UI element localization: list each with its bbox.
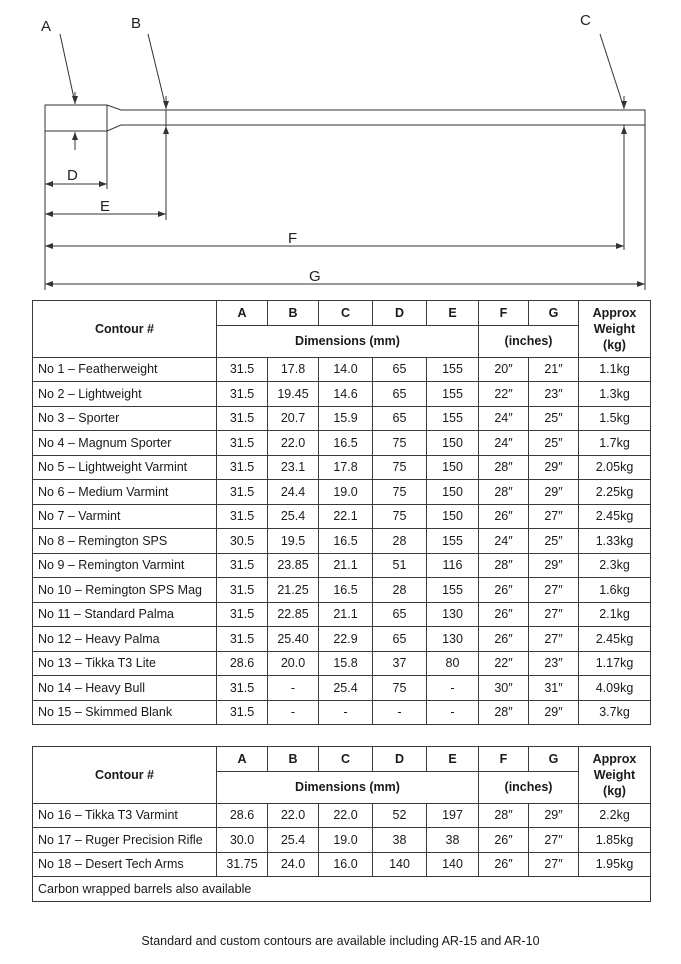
header-a: A <box>217 301 268 326</box>
label-g: G <box>309 268 321 285</box>
label-c: C <box>580 12 591 29</box>
header-f: F <box>479 747 529 772</box>
value-cell: 26″ <box>479 852 529 877</box>
label-d: D <box>67 167 78 184</box>
value-cell: 30″ <box>479 676 529 701</box>
value-cell: 29″ <box>529 455 579 480</box>
value-cell: 27″ <box>529 852 579 877</box>
footer-note: Standard and custom contours are available including AR-15 and AR-10 <box>141 934 540 948</box>
value-cell: 26″ <box>479 602 529 627</box>
value-cell: 31.5 <box>217 431 268 456</box>
value-cell: 25.4 <box>268 504 319 529</box>
table-row <box>33 382 651 407</box>
contour-name-cell: No 9 – Remington Varmint <box>33 553 217 578</box>
contour-table-main <box>32 300 651 725</box>
header-contour: Contour # <box>33 747 217 804</box>
header-c: C <box>319 747 373 772</box>
header-inches: (inches) <box>479 325 579 357</box>
value-cell: 29″ <box>529 803 579 828</box>
value-cell: 25″ <box>529 406 579 431</box>
value-cell: 1.7kg <box>579 431 651 456</box>
contour-table-additional <box>32 746 651 902</box>
value-cell: 65 <box>373 382 427 407</box>
value-cell: 23″ <box>529 651 579 676</box>
value-cell: 65 <box>373 406 427 431</box>
value-cell: 20.7 <box>268 406 319 431</box>
leader-c <box>600 34 624 108</box>
header-weight: Approx Weight (kg) <box>579 301 651 358</box>
value-cell: 31.5 <box>217 627 268 652</box>
value-cell: 22″ <box>479 382 529 407</box>
header-c: C <box>319 301 373 326</box>
contour-name-cell: No 1 – Featherweight <box>33 357 217 382</box>
value-cell: 3.7kg <box>579 700 651 725</box>
value-cell: - <box>319 700 373 725</box>
value-cell: 1.1kg <box>579 357 651 382</box>
value-cell: 17.8 <box>319 455 373 480</box>
value-cell: 25.40 <box>268 627 319 652</box>
header-b: B <box>268 301 319 326</box>
contour-name-cell: No 17 – Ruger Precision Rifle <box>33 828 217 853</box>
value-cell: 24.0 <box>268 852 319 877</box>
value-cell: 37 <box>373 651 427 676</box>
value-cell: 31.5 <box>217 382 268 407</box>
value-cell: 28.6 <box>217 803 268 828</box>
value-cell: 31.75 <box>217 852 268 877</box>
value-cell: 31.5 <box>217 553 268 578</box>
contour-name-cell: No 15 – Skimmed Blank <box>33 700 217 725</box>
value-cell: 65 <box>373 602 427 627</box>
value-cell: 20.0 <box>268 651 319 676</box>
value-cell: 26″ <box>479 828 529 853</box>
value-cell: 30.5 <box>217 529 268 554</box>
value-cell: 31.5 <box>217 406 268 431</box>
value-cell: 31.5 <box>217 455 268 480</box>
header-contour: Contour # <box>33 301 217 358</box>
value-cell: 17.8 <box>268 357 319 382</box>
value-cell: 150 <box>427 480 479 505</box>
value-cell: 116 <box>427 553 479 578</box>
value-cell: 15.8 <box>319 651 373 676</box>
value-cell: 2.25kg <box>579 480 651 505</box>
value-cell: 19.0 <box>319 480 373 505</box>
value-cell: 23.85 <box>268 553 319 578</box>
value-cell: 20″ <box>479 357 529 382</box>
value-cell: 24″ <box>479 406 529 431</box>
value-cell: 16.5 <box>319 431 373 456</box>
label-e: E <box>100 198 111 215</box>
table-row <box>33 828 651 853</box>
value-cell: 75 <box>373 480 427 505</box>
table-row <box>33 651 651 676</box>
value-cell: 65 <box>373 357 427 382</box>
value-cell: 155 <box>427 406 479 431</box>
value-cell: 150 <box>427 455 479 480</box>
table-row <box>33 406 651 431</box>
header-dimensions-mm: Dimensions (mm) <box>217 325 479 357</box>
value-cell: 14.6 <box>319 382 373 407</box>
value-cell: 27″ <box>529 602 579 627</box>
value-cell: 2.45kg <box>579 504 651 529</box>
leader-b <box>148 34 166 108</box>
value-cell: 22.0 <box>268 431 319 456</box>
value-cell: 2.3kg <box>579 553 651 578</box>
value-cell: 31.5 <box>217 602 268 627</box>
value-cell: 4.09kg <box>579 676 651 701</box>
value-cell: 75 <box>373 431 427 456</box>
value-cell: 27″ <box>529 828 579 853</box>
header-g: G <box>529 747 579 772</box>
value-cell: 197 <box>427 803 479 828</box>
contour-name-cell: No 6 – Medium Varmint <box>33 480 217 505</box>
value-cell: 150 <box>427 431 479 456</box>
contour-name-cell: No 5 – Lightweight Varmint <box>33 455 217 480</box>
value-cell: 28.6 <box>217 651 268 676</box>
contour-name-cell: No 7 – Varmint <box>33 504 217 529</box>
carbon-note: Carbon wrapped barrels also available <box>33 877 651 902</box>
value-cell: 29″ <box>529 553 579 578</box>
value-cell: 31.5 <box>217 504 268 529</box>
barrel-outline <box>45 105 645 131</box>
value-cell: - <box>427 700 479 725</box>
leader-a <box>60 34 75 103</box>
value-cell: 25.4 <box>268 828 319 853</box>
value-cell: 130 <box>427 627 479 652</box>
value-cell: 155 <box>427 357 479 382</box>
value-cell: 75 <box>373 504 427 529</box>
value-cell: 31″ <box>529 676 579 701</box>
contour-name-cell: No 11 – Standard Palma <box>33 602 217 627</box>
value-cell: 22″ <box>479 651 529 676</box>
value-cell: 27″ <box>529 627 579 652</box>
value-cell: 21.1 <box>319 602 373 627</box>
table-row <box>33 578 651 603</box>
contour-name-cell: No 14 – Heavy Bull <box>33 676 217 701</box>
value-cell: 31.5 <box>217 700 268 725</box>
value-cell: 65 <box>373 627 427 652</box>
value-cell: 24″ <box>479 431 529 456</box>
value-cell: 140 <box>373 852 427 877</box>
value-cell: 25″ <box>529 431 579 456</box>
header-d: D <box>373 301 427 326</box>
table-row <box>33 803 651 828</box>
contour-name-cell: No 18 – Desert Tech Arms <box>33 852 217 877</box>
value-cell: 27″ <box>529 578 579 603</box>
value-cell: 2.1kg <box>579 602 651 627</box>
contour-name-cell: No 10 – Remington SPS Mag <box>33 578 217 603</box>
value-cell: - <box>373 700 427 725</box>
value-cell: 155 <box>427 529 479 554</box>
value-cell: 2.45kg <box>579 627 651 652</box>
value-cell: 1.3kg <box>579 382 651 407</box>
value-cell: 150 <box>427 504 479 529</box>
value-cell: 155 <box>427 578 479 603</box>
table-row <box>33 529 651 554</box>
value-cell: 16.0 <box>319 852 373 877</box>
value-cell: 75 <box>373 455 427 480</box>
value-cell: 25″ <box>529 529 579 554</box>
value-cell: - <box>427 676 479 701</box>
value-cell: 22.9 <box>319 627 373 652</box>
header-d: D <box>373 747 427 772</box>
value-cell: 28 <box>373 529 427 554</box>
value-cell: 26″ <box>479 627 529 652</box>
value-cell: 38 <box>427 828 479 853</box>
value-cell: 1.17kg <box>579 651 651 676</box>
value-cell: 22.0 <box>319 803 373 828</box>
value-cell: 51 <box>373 553 427 578</box>
contour-name-cell: No 3 – Sporter <box>33 406 217 431</box>
value-cell: 25.4 <box>319 676 373 701</box>
label-f: F <box>288 230 298 247</box>
value-cell: 75 <box>373 676 427 701</box>
value-cell: 26″ <box>479 578 529 603</box>
value-cell: - <box>268 700 319 725</box>
table-row <box>33 455 651 480</box>
table-row <box>33 602 651 627</box>
label-a: A <box>41 18 52 35</box>
value-cell: 23″ <box>529 382 579 407</box>
contour-name-cell: No 16 – Tikka T3 Varmint <box>33 803 217 828</box>
value-cell: 24″ <box>479 529 529 554</box>
table-row <box>33 852 651 877</box>
table-row <box>33 431 651 456</box>
header-e: E <box>427 301 479 326</box>
label-b: B <box>131 15 142 32</box>
header-f: F <box>479 301 529 326</box>
value-cell: 1.95kg <box>579 852 651 877</box>
value-cell: 21.1 <box>319 553 373 578</box>
value-cell: 28 <box>373 578 427 603</box>
value-cell: 26″ <box>479 504 529 529</box>
table-row <box>33 700 651 725</box>
value-cell: 155 <box>427 382 479 407</box>
value-cell: 52 <box>373 803 427 828</box>
table-row <box>33 676 651 701</box>
value-cell: 19.0 <box>319 828 373 853</box>
value-cell: - <box>268 676 319 701</box>
value-cell: 28″ <box>479 455 529 480</box>
value-cell: 21″ <box>529 357 579 382</box>
value-cell: 28″ <box>479 553 529 578</box>
value-cell: 28″ <box>479 803 529 828</box>
value-cell: 28″ <box>479 480 529 505</box>
table-row <box>33 480 651 505</box>
value-cell: 29″ <box>529 480 579 505</box>
value-cell: 2.05kg <box>579 455 651 480</box>
header-weight: Approx Weight (kg) <box>579 747 651 804</box>
value-cell: 23.1 <box>268 455 319 480</box>
header-g: G <box>529 301 579 326</box>
value-cell: 14.0 <box>319 357 373 382</box>
value-cell: 16.5 <box>319 578 373 603</box>
value-cell: 22.0 <box>268 803 319 828</box>
value-cell: 31.5 <box>217 578 268 603</box>
value-cell: 31.5 <box>217 480 268 505</box>
header-b: B <box>268 747 319 772</box>
value-cell: 19.45 <box>268 382 319 407</box>
value-cell: 1.33kg <box>579 529 651 554</box>
value-cell: 28″ <box>479 700 529 725</box>
contour-name-cell: No 2 – Lightweight <box>33 382 217 407</box>
header-dimensions-mm: Dimensions (mm) <box>217 771 479 803</box>
value-cell: 24.4 <box>268 480 319 505</box>
value-cell: 29″ <box>529 700 579 725</box>
table-row <box>33 357 651 382</box>
value-cell: 22.1 <box>319 504 373 529</box>
value-cell: 19.5 <box>268 529 319 554</box>
table-row <box>33 504 651 529</box>
value-cell: 22.85 <box>268 602 319 627</box>
value-cell: 1.85kg <box>579 828 651 853</box>
contour-name-cell: No 8 – Remington SPS <box>33 529 217 554</box>
value-cell: 31.5 <box>217 676 268 701</box>
barrel-contour-diagram <box>0 0 681 290</box>
value-cell: 27″ <box>529 504 579 529</box>
value-cell: 16.5 <box>319 529 373 554</box>
value-cell: 21.25 <box>268 578 319 603</box>
value-cell: 130 <box>427 602 479 627</box>
value-cell: 15.9 <box>319 406 373 431</box>
value-cell: 80 <box>427 651 479 676</box>
contour-name-cell: No 12 – Heavy Palma <box>33 627 217 652</box>
value-cell: 140 <box>427 852 479 877</box>
value-cell: 38 <box>373 828 427 853</box>
contour-name-cell: No 13 – Tikka T3 Lite <box>33 651 217 676</box>
value-cell: 1.5kg <box>579 406 651 431</box>
table-row <box>33 877 651 902</box>
header-a: A <box>217 747 268 772</box>
table-row <box>33 627 651 652</box>
value-cell: 2.2kg <box>579 803 651 828</box>
table-row <box>33 553 651 578</box>
header-e: E <box>427 747 479 772</box>
header-inches: (inches) <box>479 771 579 803</box>
value-cell: 30.0 <box>217 828 268 853</box>
contour-name-cell: No 4 – Magnum Sporter <box>33 431 217 456</box>
value-cell: 1.6kg <box>579 578 651 603</box>
value-cell: 31.5 <box>217 357 268 382</box>
